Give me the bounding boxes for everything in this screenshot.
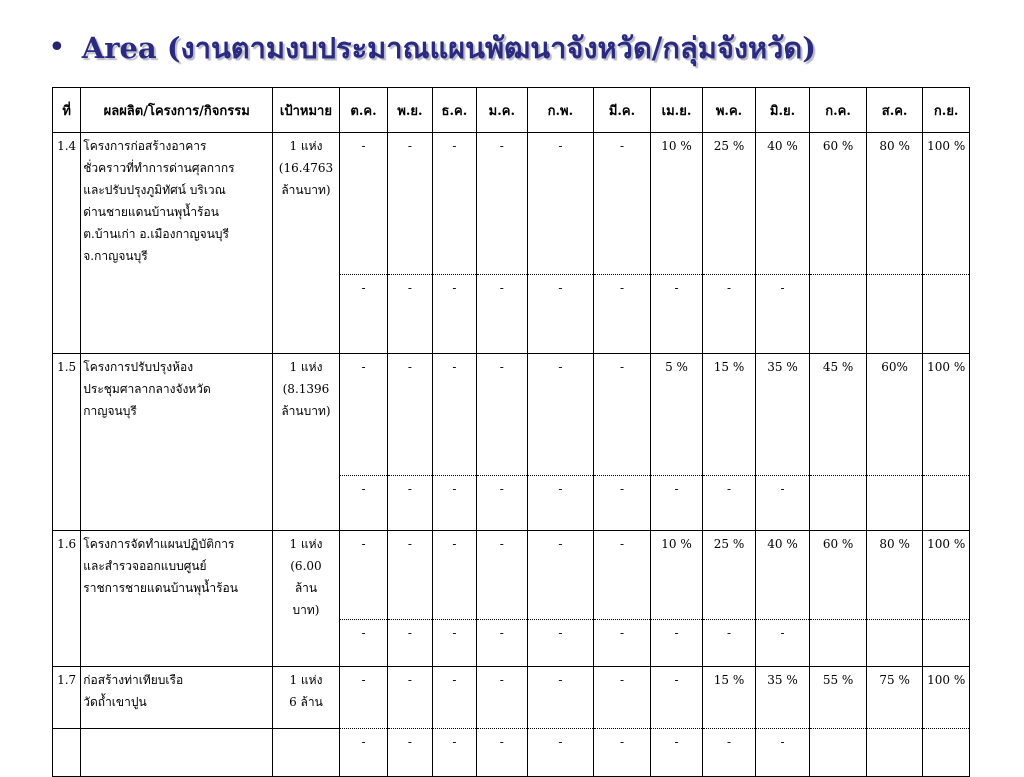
result-value-cell xyxy=(866,729,923,777)
result-value-cell: - xyxy=(432,729,476,777)
plan-value-cell: 55 % xyxy=(810,667,867,729)
plan-value-cell: 45 % xyxy=(810,354,867,476)
table-row-plan xyxy=(53,133,970,275)
result-value-cell: - xyxy=(594,729,651,777)
project-cell xyxy=(81,667,273,729)
table-row-result xyxy=(53,729,970,777)
title-text: Area (งานตามงบประมาณแผนพัฒนาจังหวัด/กลุ่มจังหวัด) xyxy=(81,31,816,65)
empty-cell xyxy=(53,729,81,777)
empty-cell xyxy=(273,729,340,777)
header-month-11: ส.ค. xyxy=(866,88,923,133)
result-value-cell: - xyxy=(650,476,703,531)
project-cell xyxy=(81,354,273,531)
result-value-cell xyxy=(923,729,970,777)
result-value-cell: - xyxy=(594,275,651,354)
plan-value-cell: 75 % xyxy=(866,667,923,729)
plan-value-cell: - xyxy=(432,531,476,620)
target-cell xyxy=(273,531,340,667)
result-value-cell: - xyxy=(527,729,594,777)
target-cell-line: 1 แห่ง xyxy=(289,537,323,551)
plan-value-cell: 15 % xyxy=(703,667,756,729)
project-cell xyxy=(81,133,273,354)
row-number: 1.5 xyxy=(53,354,81,531)
header-row xyxy=(53,88,970,133)
result-value-cell: - xyxy=(703,476,756,531)
target-cell-line: 1 แห่ง xyxy=(289,360,323,374)
result-value-cell: - xyxy=(650,620,703,667)
target-cell xyxy=(273,667,340,729)
project-cell-line: โครงการปรับปรุงห้อง xyxy=(83,360,194,374)
result-value-cell: - xyxy=(527,620,594,667)
plan-value-cell: 10 % xyxy=(650,133,703,275)
title-bullet: • xyxy=(48,30,66,65)
plan-value-cell: - xyxy=(477,354,527,476)
result-value-cell: - xyxy=(703,620,756,667)
result-value-cell xyxy=(810,476,867,531)
plan-value-cell: 40 % xyxy=(755,133,810,275)
header-no: ที่ xyxy=(53,88,81,133)
target-cell xyxy=(273,133,340,354)
result-value-cell: - xyxy=(477,620,527,667)
result-value-cell: - xyxy=(477,729,527,777)
result-value-cell: - xyxy=(594,476,651,531)
plan-value-cell: - xyxy=(594,531,651,620)
plan-value-cell: - xyxy=(527,133,594,275)
plan-value-cell: - xyxy=(477,667,527,729)
plan-value-cell: 100 % xyxy=(923,133,970,275)
table-row-plan xyxy=(53,354,970,476)
result-value-cell: - xyxy=(650,275,703,354)
result-value-cell: - xyxy=(477,275,527,354)
result-value-cell xyxy=(810,620,867,667)
project-cell-line: ราชการชายแดนบ้านพุน้ำร้อน xyxy=(83,581,238,595)
result-value-cell: - xyxy=(755,476,810,531)
result-value-cell: - xyxy=(339,275,387,354)
plan-value-cell: - xyxy=(527,531,594,620)
result-value-cell xyxy=(923,620,970,667)
project-cell-line: และสำรวจออกแบบศูนย์ xyxy=(83,559,207,573)
header-month-7: เม.ย. xyxy=(650,88,703,133)
result-value-cell xyxy=(866,275,923,354)
result-value-cell: - xyxy=(594,620,651,667)
plan-value-cell: - xyxy=(432,133,476,275)
plan-table xyxy=(52,87,970,777)
result-value-cell: - xyxy=(755,275,810,354)
slide-title xyxy=(48,22,816,74)
plan-value-cell: 80 % xyxy=(866,531,923,620)
plan-value-cell: - xyxy=(650,667,703,729)
plan-value-cell: - xyxy=(388,667,432,729)
result-value-cell: - xyxy=(477,476,527,531)
header-month-6: มี.ค. xyxy=(594,88,651,133)
plan-value-cell: - xyxy=(339,133,387,275)
project-cell-line: ประชุมศาลากลางจังหวัด xyxy=(83,382,211,396)
project-cell-line: ต.บ้านเก่า อ.เมืองกาญจนบุรี xyxy=(83,227,229,241)
header-month-9: มิ.ย. xyxy=(755,88,810,133)
result-value-cell: - xyxy=(650,729,703,777)
result-value-cell xyxy=(866,620,923,667)
result-value-cell: - xyxy=(527,476,594,531)
plan-value-cell: - xyxy=(388,354,432,476)
result-value-cell: - xyxy=(432,620,476,667)
result-value-cell: - xyxy=(339,476,387,531)
header-month-2: พ.ย. xyxy=(388,88,432,133)
result-value-cell: - xyxy=(755,620,810,667)
result-value-cell: - xyxy=(388,275,432,354)
project-cell-line: ด่านชายแดนบ้านพุน้ำร้อน xyxy=(83,205,219,219)
row-number: 1.4 xyxy=(53,133,81,354)
header-project: ผลผลิต/โครงการ/กิจกรรม xyxy=(81,88,273,133)
target-cell-line: 6 ล้าน xyxy=(289,695,323,709)
result-value-cell xyxy=(810,275,867,354)
empty-cell xyxy=(81,729,273,777)
project-cell xyxy=(81,531,273,667)
result-value-cell: - xyxy=(388,476,432,531)
project-cell-line: โครงการก่อสร้างอาคาร xyxy=(83,139,207,153)
plan-value-cell: - xyxy=(527,667,594,729)
plan-value-cell: 60 % xyxy=(810,133,867,275)
target-cell-line: (6.00 xyxy=(290,559,322,573)
result-value-cell: - xyxy=(703,275,756,354)
result-value-cell: - xyxy=(388,729,432,777)
target-cell-line: ล้าน xyxy=(294,581,318,595)
plan-value-cell: 35 % xyxy=(755,354,810,476)
project-cell-line: ก่อสร้างท่าเทียบเรือ xyxy=(83,673,184,687)
target-cell-line: 1 แห่ง xyxy=(289,139,323,153)
table-row-plan xyxy=(53,667,970,729)
plan-value-cell: 40 % xyxy=(755,531,810,620)
plan-value-cell: 25 % xyxy=(703,531,756,620)
plan-value-cell: - xyxy=(388,531,432,620)
target-cell-line: (16.4763 xyxy=(278,161,334,175)
result-value-cell: - xyxy=(703,729,756,777)
header-month-12: ก.ย. xyxy=(923,88,970,133)
plan-value-cell: - xyxy=(527,354,594,476)
header-month-1: ต.ค. xyxy=(339,88,387,133)
result-value-cell: - xyxy=(339,729,387,777)
plan-value-cell: 60% xyxy=(866,354,923,476)
header-month-4: ม.ค. xyxy=(477,88,527,133)
result-value-cell: - xyxy=(527,275,594,354)
plan-value-cell: - xyxy=(339,667,387,729)
header-target: เป้าหมาย xyxy=(273,88,340,133)
plan-value-cell: 60 % xyxy=(810,531,867,620)
row-number: 1.6 xyxy=(53,531,81,667)
result-value-cell: - xyxy=(432,476,476,531)
project-cell-line: โครงการจัดทำแผนปฏิบัติการ xyxy=(83,537,235,551)
table-row-plan xyxy=(53,531,970,620)
plan-value-cell: 100 % xyxy=(923,667,970,729)
plan-value-cell: 10 % xyxy=(650,531,703,620)
plan-value-cell: 100 % xyxy=(923,354,970,476)
plan-value-cell: 15 % xyxy=(703,354,756,476)
project-cell-line: ชั่วคราวที่ทำการด่านศุลกากร xyxy=(83,161,235,175)
plan-value-cell: - xyxy=(339,531,387,620)
result-value-cell xyxy=(866,476,923,531)
plan-value-cell: - xyxy=(477,531,527,620)
header-month-8: พ.ค. xyxy=(703,88,756,133)
plan-value-cell: 80 % xyxy=(866,133,923,275)
plan-value-cell: - xyxy=(477,133,527,275)
plan-value-cell: 35 % xyxy=(755,667,810,729)
target-cell-line: ล้านบาท) xyxy=(281,404,331,418)
header-month-10: ก.ค. xyxy=(810,88,867,133)
plan-value-cell: 5 % xyxy=(650,354,703,476)
project-cell-line: และปรับปรุงภูมิทัศน์ บริเวณ xyxy=(83,183,226,197)
project-cell-line: จ.กาญจนบุรี xyxy=(83,249,148,263)
plan-value-cell: - xyxy=(432,667,476,729)
table-body xyxy=(53,133,970,777)
plan-value-cell: - xyxy=(594,667,651,729)
header-month-3: ธ.ค. xyxy=(432,88,476,133)
target-cell xyxy=(273,354,340,531)
result-value-cell xyxy=(923,476,970,531)
target-cell-line: บาท) xyxy=(292,603,320,617)
result-value-cell: - xyxy=(755,729,810,777)
plan-value-cell: - xyxy=(594,133,651,275)
result-value-cell: - xyxy=(339,620,387,667)
result-value-cell: - xyxy=(388,620,432,667)
plan-value-cell: - xyxy=(388,133,432,275)
header-month-5: ก.พ. xyxy=(527,88,594,133)
row-number: 1.7 xyxy=(53,667,81,729)
result-value-cell xyxy=(923,275,970,354)
plan-value-cell: - xyxy=(594,354,651,476)
target-cell-line: (8.1396 xyxy=(282,382,330,396)
project-cell-line: กาญจนบุรี xyxy=(83,404,137,418)
plan-value-cell: 100 % xyxy=(923,531,970,620)
result-value-cell: - xyxy=(432,275,476,354)
target-cell-line: ล้านบาท) xyxy=(281,183,331,197)
project-cell-line: วัดถ้ำเขาปูน xyxy=(83,695,147,709)
target-cell-line: 1 แห่ง xyxy=(289,673,323,687)
plan-value-cell: - xyxy=(339,354,387,476)
plan-value-cell: - xyxy=(432,354,476,476)
result-value-cell xyxy=(810,729,867,777)
plan-value-cell: 25 % xyxy=(703,133,756,275)
